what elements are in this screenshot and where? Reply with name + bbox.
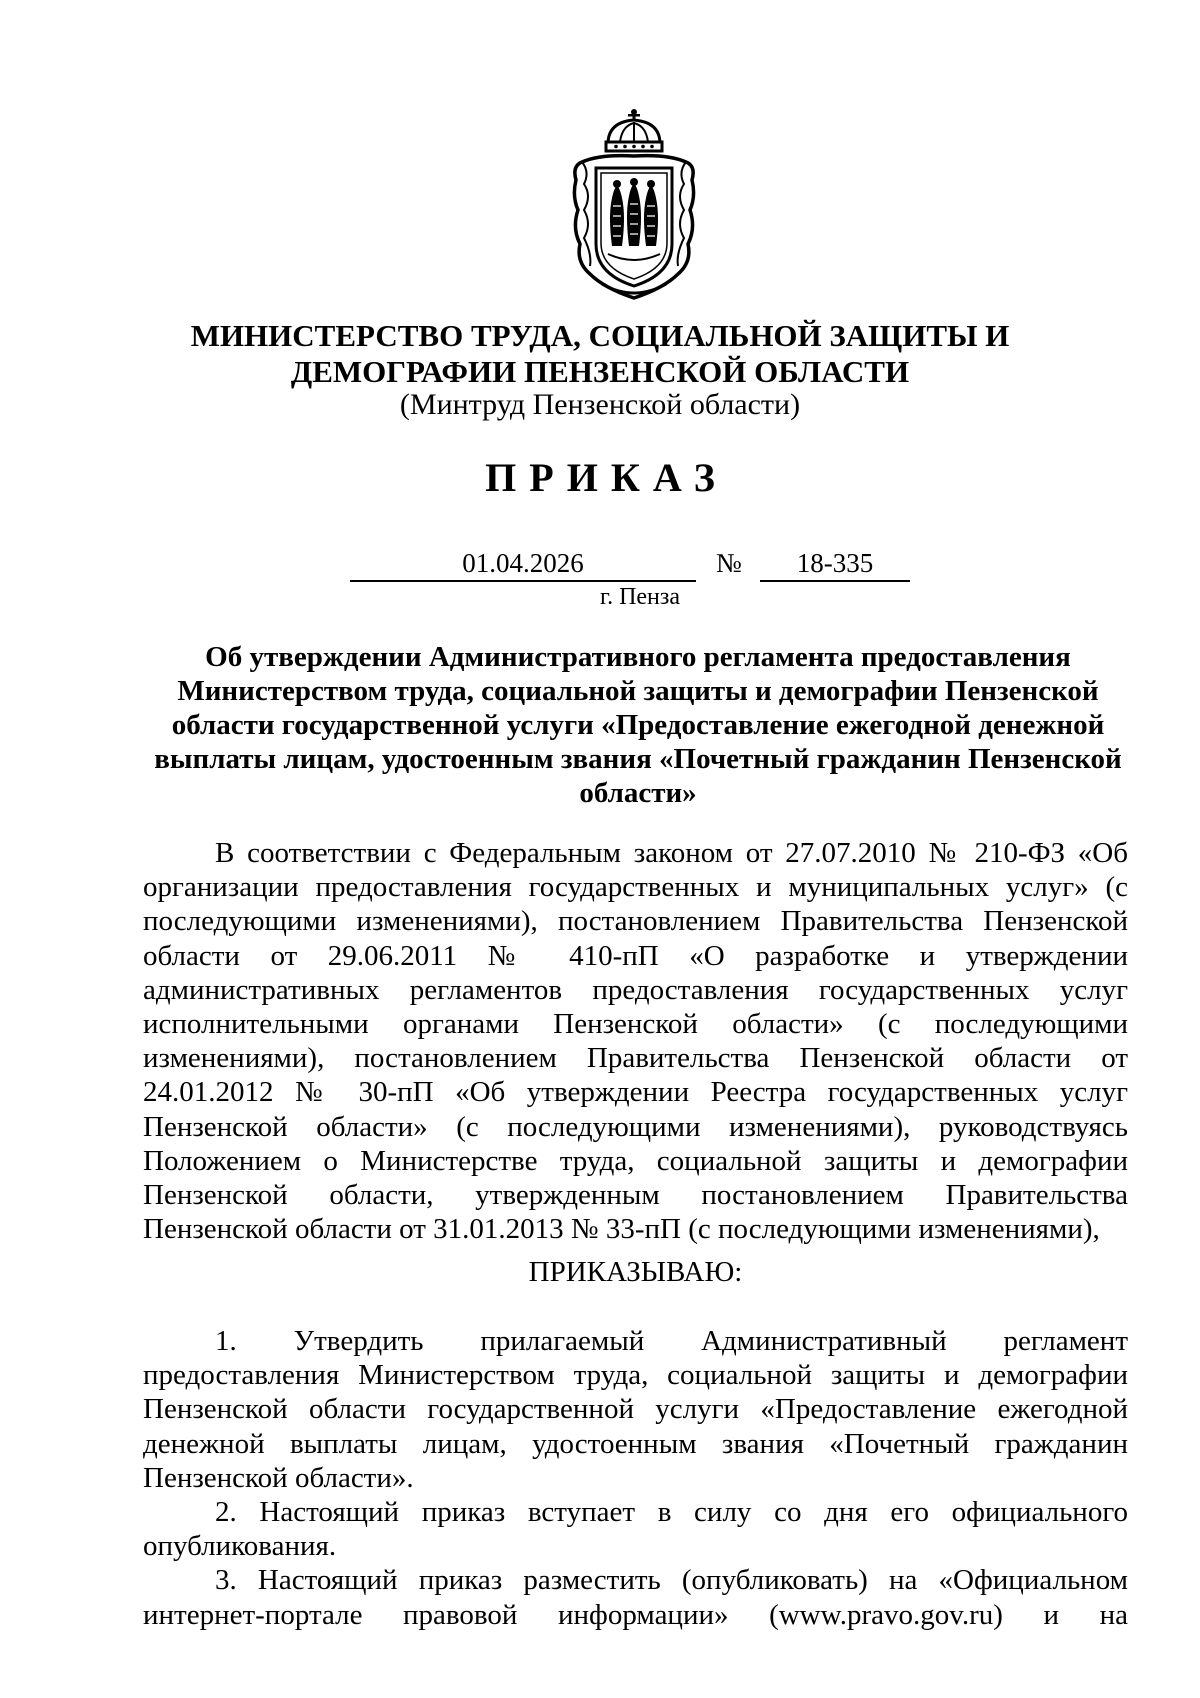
document-type-title: ПРИКАЗ [485,455,728,500]
order-date: 01.04.2026 [462,548,584,578]
order-word: ПРИКАЗЫВАЮ: [528,1256,743,1288]
legal-basis-paragraph: В соответствии с Федеральным законом от 27.07.2010 № 210-ФЗ «Об организации предоставления государственных и муниципальных услуг» (с последующими изменениями), постановлением Правительства Пензенской области от 29.06.2011 № 410-пП «О разработке и утверждении административных регламентов предоставления государственных услуг исполнительными органами Пензенской области» (с последующими изменениями), постановлением Правительства Пензенской области от 24.01.2012 № 30-пП «Об утверждении Реестра государственных услуг Пензенской области» (с последующими изменениями), руководствуясь Положением о Министерстве труда, социальной защиты и демографии Пензенской области, утвержденным постановлением Правительства Пензенской области от 31.01.2013 № 33-пП (с последующими изменениями), [143,837,1128,1246]
order-point-3: 3. Настоящий приказ разместить (опубликовать) на «Официальном интернет-портале правовой информации» (www.pravo.gov.ru) и на [143,1564,1128,1631]
ministry-short-name: (Минтруд Пензенской области) [399,388,801,421]
order-points [143,1324,1128,1632]
order-number: 18-335 [796,548,874,578]
number-underline [760,580,910,582]
ministry-name [150,318,1050,390]
ministry-name-line1: МИНИСТЕРСТВО ТРУДА, СОЦИАЛЬНОЙ ЗАЩИТЫ И [190,318,1010,353]
number-sign: № [716,548,742,578]
legal-basis [143,836,1128,1246]
coat-of-arms-emblem [568,106,700,301]
order-city: г. Пенза [599,584,681,610]
ministry-name-line2: ДЕМОГРАФИИ ПЕНЗЕНСКОЙ ОБЛАСТИ [290,354,910,389]
order-point-1: 1. Утвердить прилагаемый Административный регламент предоставления Министерством труда, социальной защиты и демографии Пензенской области государственной услуги «Предоставление ежегодной денежной выплаты лицам, удостоенным звания «Почетный гражданин Пензенской области». [143,1325,1128,1494]
order-point-2: 2. Настоящий приказ вступает в силу со дня его официального опубликования. [143,1496,1128,1563]
order-subject: Об утверждении Административного регламента предоставления Министерством труда, социальной защиты и демографии Пензенской области государственной услуги «Предоставление ежегодной денежной выплаты лицам, удостоенным звания «Почетный гражданин Пензенской области» [154,641,1122,809]
